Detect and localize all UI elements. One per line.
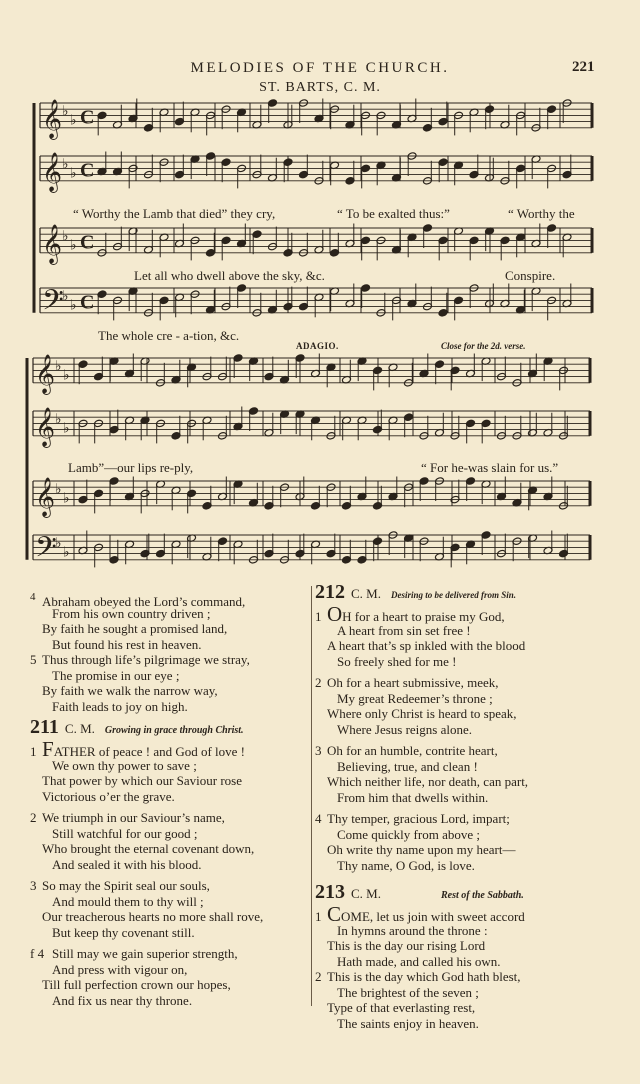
verse-line: Oh for an humble, contrite heart,	[327, 743, 498, 758]
verse-line: By faith we walk the narrow way,	[42, 683, 218, 698]
hymn-211-verse-4	[30, 946, 308, 1008]
common-time-icon: C	[80, 231, 95, 254]
treble-clef-icon: 𝄞	[35, 353, 56, 394]
common-time-icon: C	[80, 159, 95, 182]
bass-clef-icon: 𝄢	[35, 530, 57, 571]
verse-number: 2	[30, 810, 37, 825]
treble-clef-icon: 𝄞	[42, 223, 63, 264]
verse-line: And fix us near thy throne.	[52, 992, 193, 1008]
flat-icon: ♭	[62, 157, 69, 173]
flat-icon: ♭	[63, 545, 70, 561]
hymn-211-heading	[30, 716, 308, 742]
lyric-line-1b: “ To be exalted thus:”	[337, 206, 450, 221]
verse-line: And sealed it with his blood.	[52, 856, 202, 872]
verse-line: Oh write thy name upon my heart—	[327, 842, 516, 857]
flat-icon: ♭	[55, 359, 62, 375]
verse-line: The brightest of the seven ;	[337, 984, 479, 1000]
drop-cap: O	[327, 602, 343, 626]
verse-number: 2	[315, 675, 322, 690]
verse-line: Our treacherous hearts no more shall rove,	[42, 909, 264, 924]
hymn-212-heading	[315, 581, 615, 607]
verse-line: Type of that everlasting rest,	[327, 1000, 476, 1015]
hymn-211-verse-1	[30, 737, 308, 804]
hymn-number: 213	[315, 881, 345, 903]
verse-number: 5	[30, 652, 37, 667]
lyric-line-4b: “ For he-was slain for us.”	[421, 460, 559, 475]
treble-clef-icon: 𝄞	[42, 98, 63, 139]
hymn-number: 211	[30, 716, 59, 738]
hymn-211-verse-2	[30, 810, 308, 872]
hymn-213-verse-1	[315, 902, 615, 969]
verse-line: Till full perfection crown our hopes,	[42, 977, 231, 992]
continued-verse-5	[30, 652, 308, 714]
verse-line: Which neither life, nor death, can part,	[327, 774, 529, 789]
verse-number: 1	[315, 909, 322, 924]
hymn-212-verse-1	[315, 602, 615, 669]
hymn-213-heading	[315, 881, 615, 907]
verse-line: This is the day which God hath blest,	[327, 969, 521, 984]
verse-line: We triumph in our Saviour’s name,	[42, 810, 225, 825]
flat-icon: ♭	[55, 482, 62, 498]
verse-number: 1	[30, 744, 37, 759]
hymn-subject: Desiring to be delivered from Sin.	[390, 590, 516, 600]
verse-line: So freely shed for me !	[337, 653, 457, 669]
flat-icon: ♭	[63, 368, 70, 384]
treble-clef-icon: 𝄞	[35, 476, 56, 517]
verse-number: 4	[30, 591, 36, 603]
verse-number: 3	[30, 878, 37, 893]
verse-line: Faith leads to joy on high.	[52, 698, 188, 714]
common-time-icon: C	[80, 106, 95, 129]
verse-line: Thus through life’s pilgrimage we stray,	[42, 652, 250, 667]
flat-icon: ♭	[70, 166, 77, 182]
hymn-meter: C. M.	[351, 886, 381, 901]
verse-line: A heart from sin set free !	[337, 622, 471, 638]
verse-line: But keep thy covenant still.	[52, 924, 195, 940]
verse-line: ATHER of peace ! and God of love !	[53, 744, 246, 759]
verse-line: We own thy power to save ;	[52, 757, 197, 773]
verse-line: OME, let us join with sweet accord	[341, 909, 525, 924]
verse-line: And mould them to thy will ;	[52, 893, 204, 909]
verse-line: The promise in our eye ;	[52, 667, 180, 683]
verse-number: 3	[315, 743, 322, 758]
verse-line: From him that dwells within.	[337, 789, 489, 805]
verse-number: 1	[315, 609, 322, 624]
verse-line: Where Jesus reigns alone.	[337, 721, 473, 737]
flat-icon: ♭	[55, 412, 62, 428]
hymn-212-verse-3	[315, 743, 615, 805]
verse-line: Believing, true, and clean !	[337, 758, 478, 774]
lyric-line-4a: Lamb”—our lips re-ply,	[68, 460, 194, 475]
verse-line: That power by which our Saviour rose	[42, 773, 243, 788]
lyric-line-2a: Let all who dwell above the sky, &c.	[134, 268, 325, 283]
hymn-number: 212	[315, 581, 345, 603]
column-divider	[311, 586, 312, 1006]
page-number: 221	[572, 59, 595, 75]
verse-line: Where only Christ is heard to speak,	[327, 706, 517, 721]
hymn-212-verse-4	[315, 811, 615, 873]
verse-line: But found his rest in heaven.	[52, 636, 202, 652]
flat-icon: ♭	[70, 113, 77, 129]
running-title: MELODIES OF THE CHURCH.	[190, 60, 450, 76]
treble-clef-icon: 𝄞	[42, 151, 63, 192]
treble-clef-icon: 𝄞	[35, 406, 56, 447]
verse-line: Thy temper, gracious Lord, impart;	[327, 811, 510, 826]
verse-line: Victorious o’er the grave.	[42, 788, 175, 804]
verse-line: Come quickly from above ;	[337, 826, 480, 842]
continued-verse-4	[30, 590, 308, 652]
common-time-icon: C	[80, 291, 95, 314]
verse-line: By faith he sought a promised land,	[42, 621, 228, 636]
lyric-line-1c: “ Worthy the	[508, 206, 575, 221]
verse-line: A heart that’s sp inkled with the blood	[327, 638, 526, 653]
verse-line: Still watchful for our good ;	[52, 825, 198, 841]
left-column	[30, 590, 308, 1008]
hymn-subject: Rest of the Sabbath.	[440, 890, 524, 901]
lyric-line-3a: The whole cre - a-tion, &c.	[98, 328, 240, 343]
hymn-subject: Growing in grace through Christ.	[104, 725, 244, 736]
verse-line: Abraham obeyed the Lord’s command,	[42, 594, 246, 609]
hymn-meter: C. M.	[351, 586, 381, 601]
flat-icon: ♭	[63, 421, 70, 437]
flat-icon: ♭	[55, 536, 62, 552]
flat-icon: ♭	[62, 229, 69, 245]
close-note: Close for the 2d. verse.	[441, 341, 526, 351]
verse-line: Oh for a heart submissive, meek,	[327, 675, 499, 690]
hymn-212-verse-2	[315, 675, 615, 737]
drop-cap: C	[327, 902, 342, 926]
drop-cap: F	[42, 737, 54, 761]
verse-line: Thy name, O God, is love.	[337, 857, 475, 873]
hymn-meter: C. M.	[64, 721, 95, 736]
right-column	[315, 581, 615, 1031]
verse-line: Hath made, and called his own.	[337, 953, 501, 969]
verse-number: 4	[315, 811, 322, 826]
verse-line: Who brought the eternal covenant down,	[42, 841, 255, 856]
verse-line: From his own country driven ;	[52, 605, 211, 621]
verse-line: In hymns around the throne :	[337, 922, 488, 938]
verse-number: 2	[315, 969, 322, 984]
verse-line: My great Redeemer’s throne ;	[337, 690, 493, 706]
verse-line: The saints enjoy in heaven.	[337, 1015, 479, 1031]
hymn-213-verse-2	[315, 969, 615, 1031]
flat-icon: ♭	[70, 298, 77, 314]
verse-line: And press with vigour on,	[52, 961, 188, 977]
flat-icon: ♭	[70, 238, 77, 254]
flat-icon: ♭	[62, 289, 69, 305]
lyric-line-2b: Conspire.	[505, 268, 556, 283]
tempo-marking: ADAGIO.	[296, 341, 339, 351]
verse-line: H for a heart to praise my God,	[342, 609, 505, 624]
verse-line: This is the day our rising Lord	[327, 938, 486, 953]
lyric-line-1a: “ Worthy the Lamb that died” they cry,	[73, 206, 276, 221]
verse-number: f 4	[30, 946, 45, 961]
flat-icon: ♭	[63, 491, 70, 507]
bass-clef-icon: 𝄢	[42, 283, 64, 324]
verse-line: Still may we gain superior strength,	[52, 946, 238, 961]
tune-name: ST. BARTS, C. M.	[259, 80, 381, 95]
hymn-211-verse-3	[30, 878, 308, 940]
flat-icon: ♭	[62, 104, 69, 120]
verse-line: So may the Spirit seal our souls,	[42, 878, 210, 893]
